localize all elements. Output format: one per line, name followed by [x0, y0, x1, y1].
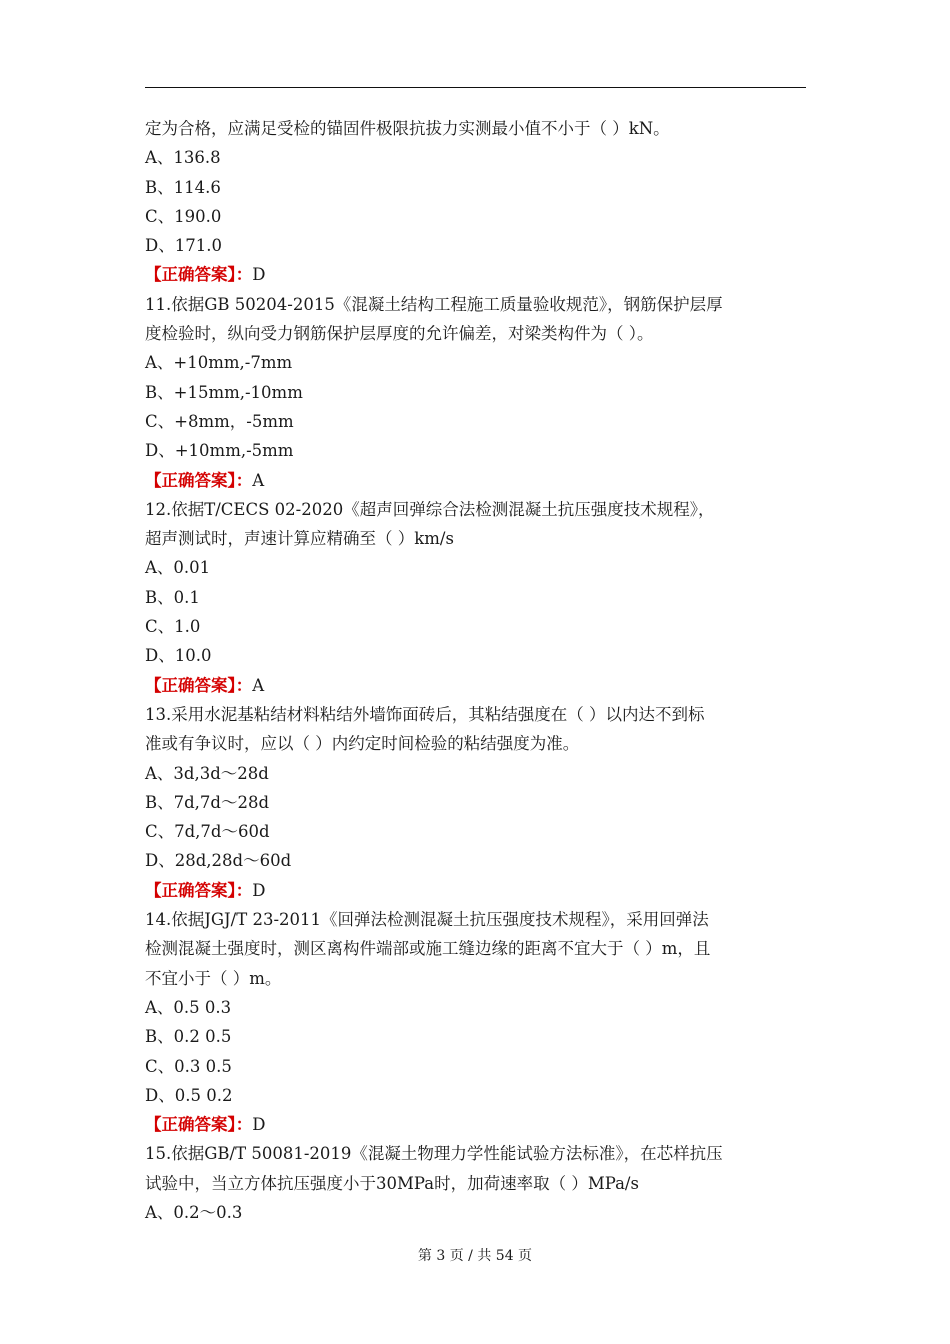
option-a: A、0.01	[145, 558, 211, 578]
option-c: C、1.0	[145, 617, 201, 637]
question-text: 14.依据JGJ/T 23-2011《回弹法检测混凝土抗压强度技术规程》，采用回弹法	[145, 910, 709, 930]
option-b: B、0.2 0.5	[145, 1027, 232, 1047]
option-d: D、+10mm,-5mm	[145, 441, 294, 461]
page-footer: 第 3 页 / 共 54 页	[417, 1248, 533, 1264]
question-text: 准或有争议时，应以（ ）内约定时间检验的粘结强度为准。	[145, 734, 580, 754]
correct-answer	[145, 260, 805, 289]
answer-value: D	[252, 265, 266, 285]
answer-label: 【正确答案】：	[145, 470, 253, 490]
option-c: C、190.0	[145, 206, 222, 226]
answer-label: 【正确答案】：	[145, 265, 253, 285]
question-text: 不宜小于（ ）m。	[145, 968, 282, 988]
option-b: B、+15mm,-10mm	[145, 382, 303, 402]
question-text: 12.依据T/CECS 02-2020《超声回弹综合法检测混凝土抗压强度技术规程》，	[145, 499, 715, 519]
question-block	[145, 1139, 805, 1227]
question-text: 15.依据GB/T 50081-2019《混凝土物理力学性能试验方法标准》，在芯样抗压	[145, 1144, 723, 1164]
correct-answer	[145, 671, 805, 700]
option-b: B、7d,7d～28d	[145, 792, 270, 812]
question-text: 13.采用水泥基粘结材料粘结外墙饰面砖后，其粘结强度在（ ）以内达不到标	[145, 704, 705, 724]
question-block	[145, 700, 805, 905]
answer-value: D	[252, 1115, 266, 1135]
question-block	[145, 495, 805, 700]
question-text: 定为合格，应满足受检的锚固件极限抗拔力实测最小值不小于（ ）kN。	[145, 119, 670, 138]
answer-label: 【正确答案】：	[145, 880, 253, 900]
option-b: B、114.6	[145, 177, 221, 197]
question-text: 试验中，当立方体抗压强度小于30MPa时，加荷速率取（ ）MPa/s	[145, 1173, 639, 1193]
question-text: 超声测试时，声速计算应精确至（ ）km/s	[145, 529, 454, 549]
answer-label: 【正确答案】：	[145, 1115, 253, 1135]
option-a: A、136.8	[145, 148, 221, 168]
option-c: C、0.3 0.5	[145, 1056, 232, 1076]
question-text: 11.依据GB 50204-2015《混凝土结构工程施工质量验收规范》，钢筋保护层厚	[145, 294, 723, 314]
page-content	[145, 114, 805, 1227]
option-a: A、3d,3d～28d	[145, 763, 269, 783]
option-c: C、+8mm，-5mm	[145, 411, 294, 431]
option-d: D、171.0	[145, 236, 222, 256]
question-text: 度检验时，纵向受力钢筋保护层厚度的允许偏差，对梁类构件为（ ）。	[145, 324, 654, 344]
question-text: 检测混凝土强度时，测区离构件端部或施工缝边缘的距离不宜大于（ ）m，且	[145, 939, 711, 959]
correct-answer	[145, 466, 805, 495]
question-block	[145, 114, 805, 290]
answer-value: A	[252, 675, 265, 695]
question-block	[145, 290, 805, 495]
option-d: D、0.5 0.2	[145, 1085, 233, 1105]
option-d: D、28d,28d～60d	[145, 851, 292, 871]
option-d: D、10.0	[145, 646, 212, 666]
option-a: A、+10mm,-7mm	[145, 353, 293, 373]
option-b: B、0.1	[145, 587, 200, 607]
option-c: C、7d,7d～60d	[145, 822, 270, 842]
option-a: A、0.5 0.3	[145, 997, 232, 1017]
header-rule	[145, 87, 806, 88]
option-a: A、0.2～0.3	[145, 1202, 243, 1222]
answer-value: D	[252, 880, 266, 900]
answer-value: A	[252, 470, 265, 490]
correct-answer	[145, 1110, 805, 1139]
answer-label: 【正确答案】：	[145, 675, 253, 695]
correct-answer	[145, 876, 805, 905]
question-block	[145, 905, 805, 1139]
